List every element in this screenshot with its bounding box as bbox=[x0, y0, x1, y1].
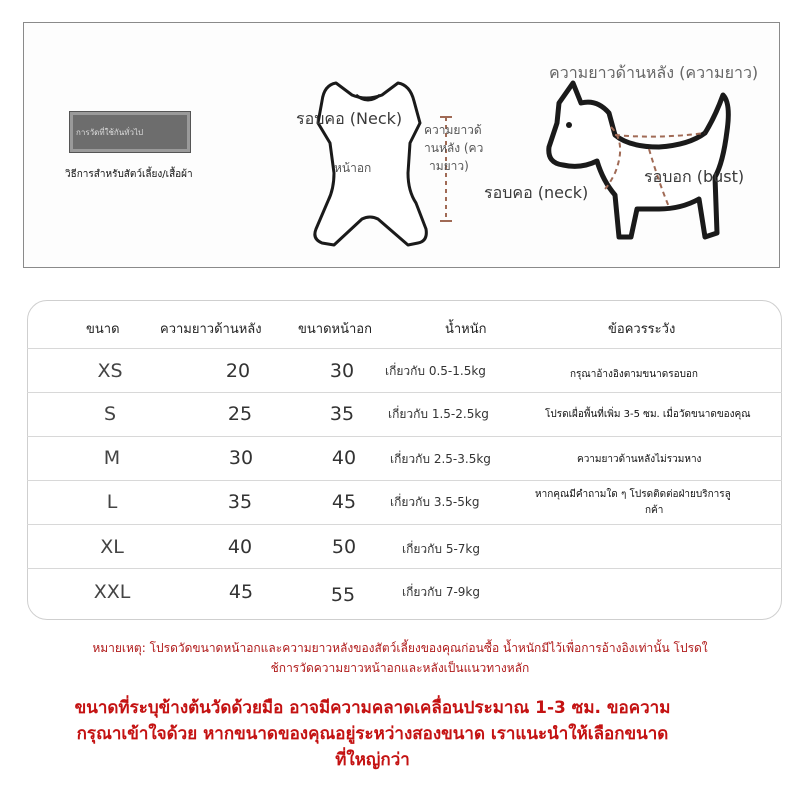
shirt-back-length-line2: านหลัง (คว bbox=[424, 141, 484, 155]
cell-weight: เกี่ยวกับ 3.5-5kg bbox=[390, 495, 480, 509]
cell-size: XS bbox=[97, 360, 123, 382]
dog-bust-label: รอบอก (bust) bbox=[644, 167, 745, 186]
shirt-neck-label: รอบคอ (Neck) bbox=[296, 109, 403, 128]
cell-size: M bbox=[103, 447, 121, 469]
cell-chest: 40 bbox=[331, 447, 357, 469]
cell-size: S bbox=[103, 403, 117, 425]
cell-back-length: 35 bbox=[227, 491, 253, 513]
cell-back-length: 25 bbox=[227, 403, 253, 425]
warning-line3: ที่ใหญ่กว่า bbox=[335, 750, 410, 770]
measurement-warning bbox=[0, 695, 745, 773]
cell-weight: เกี่ยวกับ 7-9kg bbox=[402, 585, 480, 599]
dog-neck-label: รอบคอ (neck) bbox=[484, 183, 589, 202]
cell-weight: เกี่ยวกับ 5-7kg bbox=[402, 542, 480, 556]
cell-back-length: 45 bbox=[228, 581, 254, 603]
cell-chest: 50 bbox=[331, 536, 357, 558]
table-divider bbox=[27, 348, 782, 349]
header-notes: ข้อควรระวัง bbox=[608, 322, 676, 337]
cell-chest: 55 bbox=[330, 584, 356, 606]
cell-note: กรุณาอ้างอิงตามขนาดรอบอก bbox=[570, 369, 698, 380]
cell-chest: 30 bbox=[329, 360, 355, 382]
cell-note: ความยาวด้านหลังไม่รวมหาง bbox=[577, 454, 702, 465]
table-divider bbox=[27, 568, 782, 569]
table-divider bbox=[27, 436, 782, 437]
header-size: ขนาด bbox=[86, 322, 120, 337]
cell-note: โปรดเผื่อพื้นที่เพิ่ม 3-5 ซม. เมื่อวัดขนาดของคุณ bbox=[545, 409, 751, 420]
cell-size: L bbox=[106, 491, 118, 513]
measurement-guide-panel bbox=[23, 22, 780, 268]
cell-back-length: 40 bbox=[227, 536, 253, 558]
header-weight: น้ำหนัก bbox=[445, 322, 487, 337]
cell-back-length: 30 bbox=[228, 447, 254, 469]
shirt-chest-label: หน้าอก bbox=[334, 161, 372, 175]
table-divider bbox=[27, 524, 782, 525]
table-divider bbox=[27, 392, 782, 393]
shirt-back-length-line1: ความยาวด้ bbox=[424, 123, 482, 137]
cell-size: XL bbox=[100, 536, 124, 558]
purchase-note-line1: หมายเหตุ: โปรดวัดขนาดหน้าอกและความยาวหลังของสัตว์เลี้ยงของคุณก่อนซื้อ น้ำหนักมีไว้เพื่อการอ้างอิงเท่านั้น โปรดใ bbox=[92, 641, 708, 655]
method-caption: วิธีการสำหรับสัตว์เลี้ยง/เสื้อผ้า bbox=[65, 169, 193, 180]
cell-chest: 45 bbox=[331, 491, 357, 513]
cell-back-length: 20 bbox=[225, 360, 251, 382]
purchase-note-line2: ช้การวัดความยาวหน้าอกและหลังเป็นแนวทางหลัก bbox=[270, 661, 530, 675]
cell-size: XXL bbox=[93, 581, 131, 603]
badge-text: การวัดที่ใช้กันทั่วไป bbox=[76, 128, 144, 137]
purchase-note bbox=[0, 638, 800, 678]
dog-back-length-label: ความยาวด้านหลัง (ความยาว) bbox=[549, 63, 759, 82]
header-chest: ขนาดหน้าอก bbox=[298, 322, 372, 337]
cell-weight: เกี่ยวกับ 2.5-3.5kg bbox=[390, 452, 491, 466]
cell-note: หากคุณมีคำถามใด ๆ โปรดติดต่อฝ่ายบริการลู bbox=[535, 489, 731, 500]
shirt-back-length-line3: ามยาว) bbox=[429, 159, 469, 173]
warning-line2: กรุณาเข้าใจด้วย หากขนาดของคุณอยู่ระหว่างสองขนาด เราแนะนำให้เลือกขนาด bbox=[76, 724, 669, 744]
cell-weight: เกี่ยวกับ 0.5-1.5kg bbox=[385, 364, 486, 378]
cell-chest: 35 bbox=[329, 403, 355, 425]
warning-line1: ขนาดที่ระบุข้างต้นวัดด้วยมือ อาจมีความคลาดเคลื่อนประมาณ 1-3 ซม. ขอความ bbox=[74, 698, 671, 718]
header-back-length: ความยาวด้านหลัง bbox=[160, 322, 262, 337]
cell-weight: เกี่ยวกับ 1.5-2.5kg bbox=[388, 407, 489, 421]
table-divider bbox=[27, 480, 782, 481]
cell-note-continued: กค้า bbox=[645, 505, 664, 516]
common-measurement-badge bbox=[70, 112, 190, 152]
